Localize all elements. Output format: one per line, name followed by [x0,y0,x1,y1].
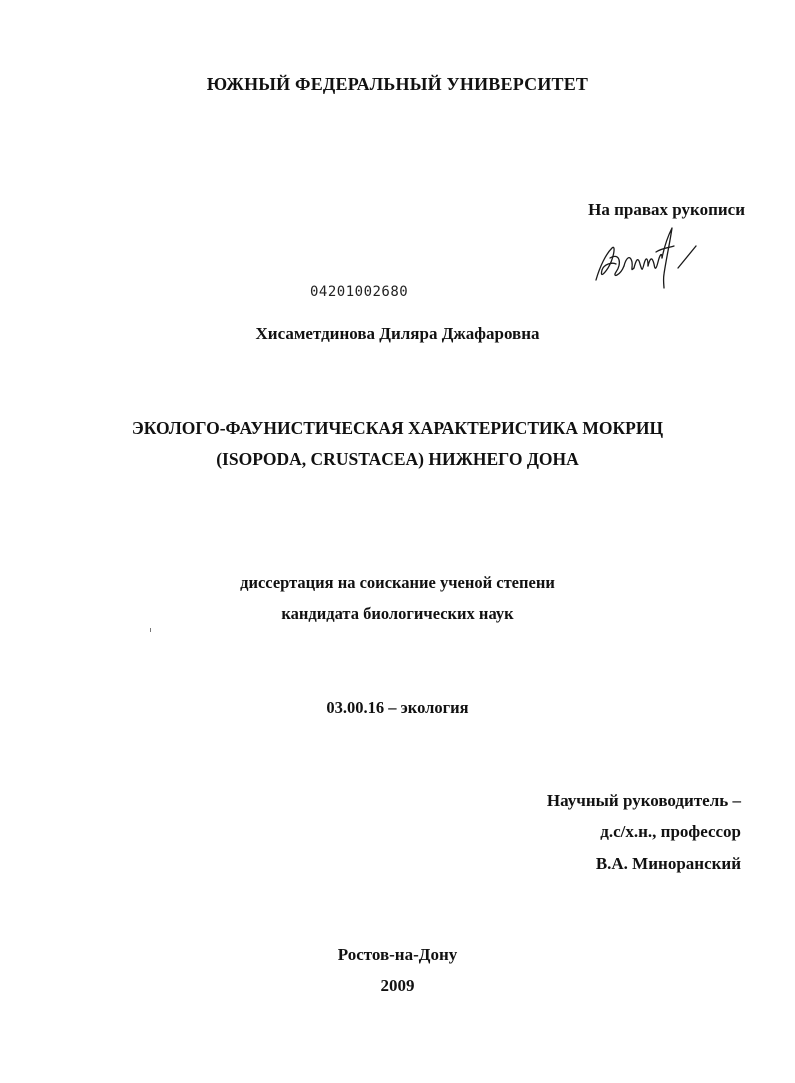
year: 2009 [380,976,415,995]
registration-number: 04201002680 [310,284,409,300]
author-name: Хисаметдинова Диляра Джафаровна [255,324,540,343]
scan-speck [150,628,151,632]
specialty-code: 03.00.16 – экология [326,698,469,717]
manuscript-note: На правах рукописи [588,200,745,219]
supervisor-rank: д.с/х.н., профессор [600,822,741,841]
supervisor-label: Научный руководитель – [546,791,741,810]
dissertation-title-line-2: (ISOPODA, CRUSTACEA) НИЖНЕГО ДОНА [216,449,579,469]
degree-line-1: диссертация на соискание ученой степени [240,573,555,592]
degree-line-2: кандидата биологических наук [281,604,514,623]
supervisor-name: В.А. Миноранский [595,854,741,873]
dissertation-title-line-1: ЭКОЛОГО-ФАУНИСТИЧЕСКАЯ ХАРАКТЕРИСТИКА МОКРИЦ [131,418,664,438]
city: Ростов-на-Дону [337,945,458,964]
university-name: ЮЖНЫЙ ФЕДЕРАЛЬНЫЙ УНИВЕРСИТЕТ [206,74,589,94]
handwritten-signature [590,218,700,290]
